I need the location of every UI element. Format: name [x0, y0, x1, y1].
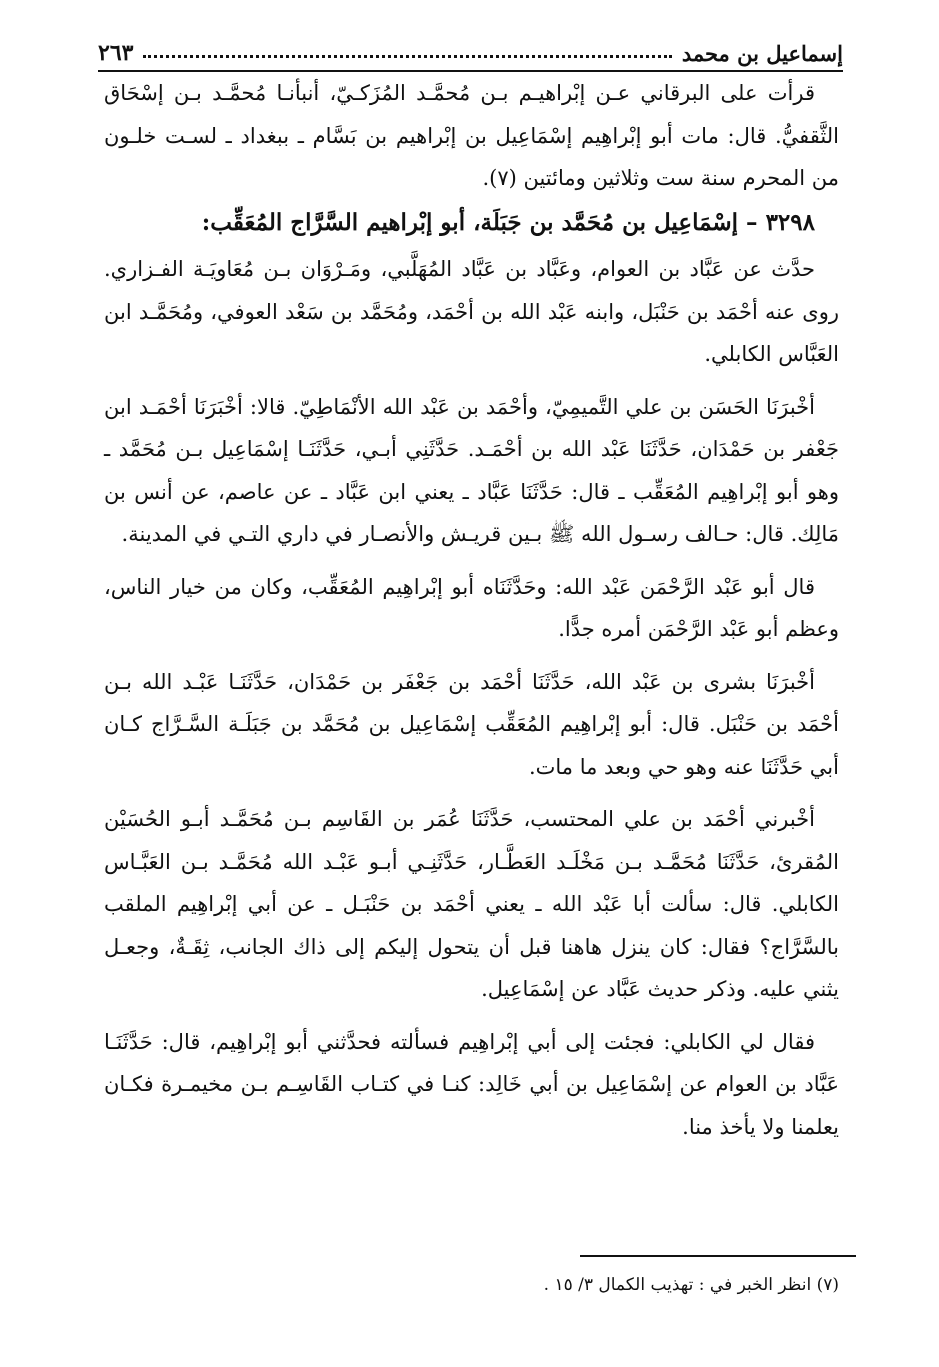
- paragraph-1: قرأت على البرقاني عـن إبْراهيـم بـن مُحمَّـد المُزَكـيّ، أنبأنـا مُحمَّـد بـن إسْحَاق الثَّقفيُّ. قال: مات أبو إبْراهِيم إسْمَاعِيل بن إبْراهيم بن بَسَّام ـ ببغداد ـ لسـت خلـون من المحرم سنة ست وثلاثين ومائتين (٧).: [104, 81, 839, 190]
- paragraph-4: قال أبو عَبْد الرَّحْمَن عَبْد الله: وحَدَّثَنَاه أبو إبْراهِيم المُعَقِّب، وكان من خيار الناس، وعظم أبو عَبْد الرَّحْمَن أمره جدًّا.: [104, 574, 839, 641]
- paragraph-6: أخْبرني أحْمَد بن علي المحتسب، حَدَّثَنَا عُمَر بن القَاسِم بـن مُحَمَّـد أبـو الحُسَيْن المُقرئ، حَدَّثَنَا مُحَمَّـد بـن مَخْلَـد العَطَّـار، حَدَّثَنِـي أبـو عَبْـد الله مُحَمَّـد بـن العَبَّـاس الكابلي. قال: سألت أبا عَبْد الله ـ يعني أحْمَد بن حَنْبَـل ـ عن أبي إبْراهِيم الملقب بالسَّرَّاج؟ فقال: كان ينزل هاهنا قبل أن يتحول إليكم إلى ذاك الجانب، ثِقَـةٌ، وجعـل يثني عليه. وذكر حديث عَبَّاد عن إسْمَاعِيل.: [104, 807, 839, 1001]
- page-body: [104, 72, 839, 1148]
- paragraph-5: أخْبرَنَا بشرى بن عَبْد الله، حَدَّثَنَا أحْمَد بن جَعْفَر بن حَمْدَان، حَدَّثَنَـا عَبْـد الله بـن أحْمَد بن حَنْبَل. قال: أبو إبْراهِيم المُعَقِّب إسْمَاعِيل بن مُحَمَّد بن جَبَلَـة السَّـرَّاج كـان أبي حَدَّثَنَا عنه وهو حي وبعد ما مات.: [104, 669, 839, 779]
- paragraph-7: فقال لي الكابلي: فجئت إلى أبي إبْراهِيم فسألته فحدَّثني أبو إبْراهِيم، قال: حَدَّثَنَـا عَبَّاد بن العوام عن إسْمَاعِيل بن أبي خَالِد: كنـا في كتـاب القَاسِـم بـن مخيمـرة فكـان يعلمنا ولا يأخذ منا.: [104, 1029, 839, 1139]
- header-leader-dots: [143, 55, 671, 58]
- paragraph-3: أخْبرَنَا الحَسَن بن علي التَّميمِيّ، وأحْمَد بن عَبْد الله الأنْمَاطِيّ. قالا: أخْبَرَنَا أحْمَـد ابن جَعْفر بن حَمْدَان، حَدَّثَنَا عَبْد الله بن أحْمَـد. حَدَّثَنِي أبـي، حَدَّثَنَـا إسْمَاعِيل بـن مُحَمَّد ـ وهو أبو إبْراهِيم المُعَقِّب ـ قال: حَدَّثَنَا عَبَّاد ـ يعني ابن عَبَّاد ـ عن عاصم، عن أنس بن مَالِك. قال: حـالف رسـول الله ﷺ بـين قريـش والأنصـار في داري التـي في المدينة.: [104, 394, 839, 546]
- page-number: ٢٦٣: [98, 40, 134, 66]
- footnote: (٧) انظر الخبر في : تهذيب الكمال ٣/ ١٥ .: [543, 1275, 839, 1295]
- paragraph-2: حدَّث عن عَبَّاد بن العوام، وعَبَّاد بن عَبَّاد المُهَلَّبي، ومَـرْوَان بـن مُعَاويَـة الفـزاري. روى عنه أحْمَد بن حَنْبَل، وابنه عَبْد الله بن أحْمَد، ومُحَمَّد بن سَعْد العوفي، ومُحَمَّـد ابن العَبَّاس الكابلي.: [104, 257, 839, 366]
- entry-title: ٣٢٩٨ – إسْمَاعِيل بن مُحَمَّد بن جَبَلَة، أبو إبْراهيم السَّرَّاج المُعَقِّب:: [201, 208, 815, 236]
- page-header: [98, 28, 843, 72]
- running-title: إسماعيل بن محمد: [681, 41, 843, 66]
- footnote-separator: [580, 1255, 856, 1257]
